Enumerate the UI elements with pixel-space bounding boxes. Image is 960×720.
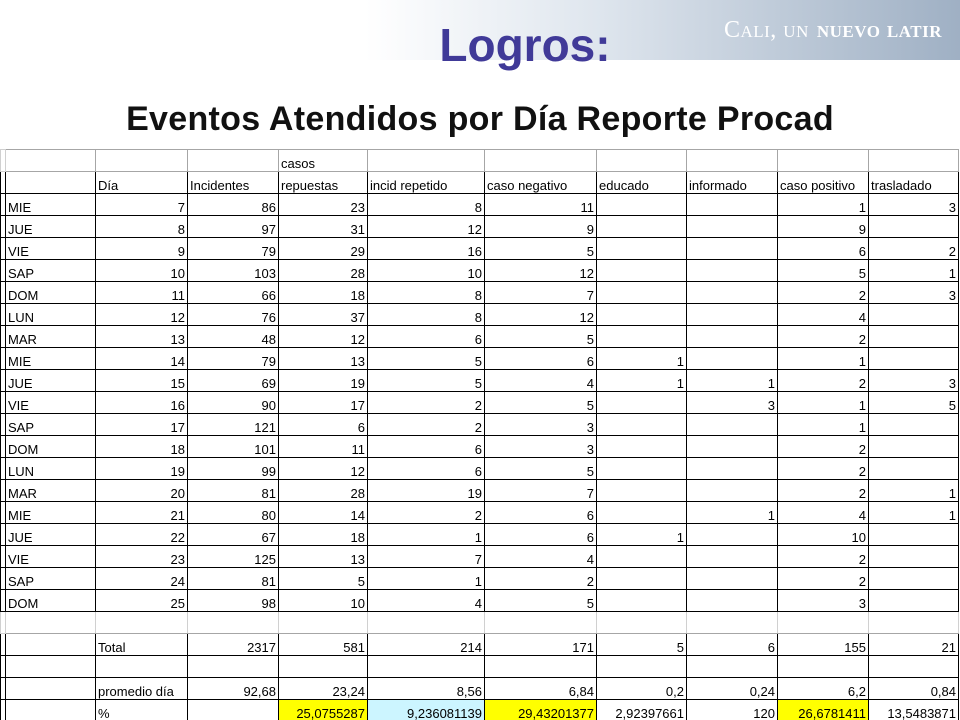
empty-cell[interactable] bbox=[687, 150, 778, 172]
total-row bbox=[1, 634, 959, 656]
table-cell[interactable] bbox=[597, 546, 687, 568]
table-row bbox=[1, 282, 959, 304]
blank-row bbox=[1, 656, 959, 678]
table-cell[interactable]: 2 bbox=[778, 282, 869, 304]
empty-cell[interactable] bbox=[368, 656, 485, 678]
table-cell[interactable]: 37 bbox=[279, 304, 368, 326]
table-cell[interactable]: 5 bbox=[368, 370, 485, 392]
table-cell[interactable]: 13 bbox=[279, 546, 368, 568]
table-cell[interactable]: 7 bbox=[96, 194, 188, 216]
table-cell[interactable]: 7 bbox=[485, 480, 597, 502]
table-cell[interactable]: 2 bbox=[368, 414, 485, 436]
table-cell[interactable] bbox=[869, 216, 959, 238]
table-cell[interactable]: 5 bbox=[485, 326, 597, 348]
table-row bbox=[1, 238, 959, 260]
empty-cell[interactable] bbox=[96, 612, 188, 634]
table-row bbox=[1, 348, 959, 370]
table-cell[interactable]: 28 bbox=[279, 480, 368, 502]
percent-value[interactable]: 13,5483871 bbox=[869, 700, 959, 720]
table-cell[interactable] bbox=[597, 568, 687, 590]
table-cell[interactable]: 9 bbox=[485, 216, 597, 238]
table-cell[interactable]: 8 bbox=[368, 304, 485, 326]
column-header[interactable]: Día bbox=[96, 172, 188, 194]
table-row bbox=[1, 590, 959, 612]
weekday-cell[interactable]: MAR bbox=[6, 480, 96, 502]
table-cell[interactable] bbox=[687, 524, 778, 546]
promedio-value[interactable]: 0,24 bbox=[687, 678, 778, 700]
table-cell[interactable]: 28 bbox=[279, 260, 368, 282]
table-cell[interactable] bbox=[687, 436, 778, 458]
weekday-cell[interactable]: MAR bbox=[6, 326, 96, 348]
table-cell[interactable]: 5 bbox=[869, 392, 959, 414]
table-row bbox=[1, 326, 959, 348]
table-cell[interactable]: 19 bbox=[279, 370, 368, 392]
column-header[interactable]: incid repetido bbox=[368, 172, 485, 194]
weekday-cell[interactable]: LUN bbox=[6, 304, 96, 326]
table-cell[interactable]: 6 bbox=[485, 524, 597, 546]
table-cell[interactable]: 1 bbox=[778, 392, 869, 414]
table-cell[interactable]: 1 bbox=[778, 414, 869, 436]
table-cell[interactable] bbox=[869, 436, 959, 458]
table-cell[interactable]: 1 bbox=[869, 480, 959, 502]
empty-cell[interactable] bbox=[188, 150, 279, 172]
table-row bbox=[1, 260, 959, 282]
table-row bbox=[1, 502, 959, 524]
total-value[interactable]: 2317 bbox=[188, 634, 279, 656]
column-header[interactable]: Incidentes bbox=[188, 172, 279, 194]
table-cell[interactable]: 19 bbox=[96, 458, 188, 480]
table-cell[interactable] bbox=[687, 480, 778, 502]
percent-row bbox=[1, 700, 959, 720]
empty-cell[interactable] bbox=[6, 150, 96, 172]
table-cell[interactable] bbox=[597, 326, 687, 348]
weekday-cell[interactable]: MIE bbox=[6, 194, 96, 216]
table-cell[interactable]: 18 bbox=[279, 524, 368, 546]
empty-cell[interactable] bbox=[188, 656, 279, 678]
table-cell[interactable]: 6 bbox=[368, 458, 485, 480]
table-cell[interactable]: 97 bbox=[188, 216, 279, 238]
table-cell[interactable]: 10 bbox=[279, 590, 368, 612]
table-cell[interactable] bbox=[687, 238, 778, 260]
weekday-cell[interactable]: DOM bbox=[6, 590, 96, 612]
table-cell[interactable] bbox=[869, 458, 959, 480]
table-row bbox=[1, 304, 959, 326]
empty-cell[interactable] bbox=[279, 656, 368, 678]
table-cell[interactable]: 2 bbox=[778, 436, 869, 458]
empty-cell[interactable] bbox=[778, 150, 869, 172]
weekday-cell[interactable]: JUE bbox=[6, 216, 96, 238]
table-cell[interactable] bbox=[597, 502, 687, 524]
empty-cell[interactable] bbox=[597, 612, 687, 634]
table-cell[interactable]: 5 bbox=[485, 238, 597, 260]
table-cell[interactable] bbox=[597, 392, 687, 414]
table-cell[interactable]: 4 bbox=[368, 590, 485, 612]
empty-cell[interactable] bbox=[368, 612, 485, 634]
empty-cell[interactable] bbox=[6, 172, 96, 194]
empty-cell[interactable] bbox=[188, 612, 279, 634]
empty-cell[interactable] bbox=[6, 678, 96, 700]
table-cell[interactable]: 1 bbox=[597, 370, 687, 392]
empty-cell[interactable] bbox=[368, 150, 485, 172]
table-cell[interactable]: 2 bbox=[778, 326, 869, 348]
table-cell[interactable]: 79 bbox=[188, 348, 279, 370]
table-cell[interactable]: 6 bbox=[778, 238, 869, 260]
weekday-cell[interactable]: SAP bbox=[6, 260, 96, 282]
table-cell[interactable]: 1 bbox=[687, 502, 778, 524]
table-cell[interactable] bbox=[597, 590, 687, 612]
promedio-row bbox=[1, 678, 959, 700]
empty-cell[interactable] bbox=[597, 656, 687, 678]
table-cell[interactable]: 17 bbox=[279, 392, 368, 414]
table-cell[interactable]: 3 bbox=[869, 194, 959, 216]
table-cell[interactable]: 101 bbox=[188, 436, 279, 458]
table-cell[interactable]: 3 bbox=[485, 414, 597, 436]
table-cell[interactable]: 86 bbox=[188, 194, 279, 216]
table-cell[interactable]: 12 bbox=[279, 326, 368, 348]
table-cell[interactable] bbox=[687, 326, 778, 348]
table-cell[interactable] bbox=[597, 260, 687, 282]
header-row-top bbox=[1, 150, 959, 172]
table-cell[interactable]: 8 bbox=[368, 282, 485, 304]
promedio-label[interactable]: promedio día bbox=[96, 678, 188, 700]
table-cell[interactable]: 9 bbox=[778, 216, 869, 238]
table-cell[interactable]: 5 bbox=[279, 568, 368, 590]
header-row bbox=[1, 172, 959, 194]
table-cell[interactable] bbox=[869, 590, 959, 612]
percent-value[interactable]: 9,236081139 bbox=[368, 700, 485, 720]
total-label[interactable]: Total bbox=[96, 634, 188, 656]
table-cell[interactable]: 7 bbox=[368, 546, 485, 568]
table-cell[interactable]: 1 bbox=[597, 348, 687, 370]
table-cell[interactable]: 6 bbox=[368, 326, 485, 348]
table-cell[interactable]: 18 bbox=[279, 282, 368, 304]
table-cell[interactable]: 6 bbox=[485, 348, 597, 370]
table-row bbox=[1, 414, 959, 436]
table-cell[interactable]: 5 bbox=[778, 260, 869, 282]
table-cell[interactable]: 66 bbox=[188, 282, 279, 304]
table-cell[interactable]: 22 bbox=[96, 524, 188, 546]
table-cell[interactable] bbox=[687, 304, 778, 326]
promedio-value[interactable]: 6,84 bbox=[485, 678, 597, 700]
empty-cell[interactable] bbox=[6, 612, 96, 634]
promedio-value[interactable]: 0,2 bbox=[597, 678, 687, 700]
table-cell[interactable]: 98 bbox=[188, 590, 279, 612]
total-value[interactable]: 171 bbox=[485, 634, 597, 656]
table-cell[interactable] bbox=[869, 546, 959, 568]
weekday-cell[interactable]: JUE bbox=[6, 370, 96, 392]
spacer-row bbox=[1, 612, 959, 634]
table-cell[interactable]: 2 bbox=[778, 370, 869, 392]
table-cell[interactable]: 18 bbox=[96, 436, 188, 458]
empty-cell[interactable] bbox=[279, 612, 368, 634]
table-cell[interactable]: 31 bbox=[279, 216, 368, 238]
table-cell[interactable]: 12 bbox=[368, 216, 485, 238]
table-cell[interactable]: 81 bbox=[188, 480, 279, 502]
brand-text-cali: Cali, un bbox=[723, 16, 809, 43]
table-cell[interactable] bbox=[869, 304, 959, 326]
table-cell[interactable]: 20 bbox=[96, 480, 188, 502]
table-row bbox=[1, 458, 959, 480]
table-row bbox=[1, 480, 959, 502]
table-cell[interactable]: 16 bbox=[96, 392, 188, 414]
table-cell[interactable]: 76 bbox=[188, 304, 279, 326]
table-cell[interactable] bbox=[869, 348, 959, 370]
table-cell[interactable]: 5 bbox=[368, 348, 485, 370]
table-cell[interactable]: 1 bbox=[368, 568, 485, 590]
table-cell[interactable]: 3 bbox=[778, 590, 869, 612]
empty-cell[interactable] bbox=[96, 656, 188, 678]
promedio-value[interactable]: 8,56 bbox=[368, 678, 485, 700]
table-cell[interactable] bbox=[687, 414, 778, 436]
table-cell[interactable]: 1 bbox=[368, 524, 485, 546]
column-header[interactable]: trasladado bbox=[869, 172, 959, 194]
percent-value[interactable]: 25,0755287 bbox=[279, 700, 368, 720]
table-cell[interactable] bbox=[687, 282, 778, 304]
table-row bbox=[1, 392, 959, 414]
table-cell[interactable] bbox=[597, 436, 687, 458]
weekday-cell[interactable]: MIE bbox=[6, 348, 96, 370]
table-cell[interactable]: 11 bbox=[96, 282, 188, 304]
empty-cell[interactable] bbox=[188, 700, 279, 720]
table-cell[interactable]: 4 bbox=[485, 546, 597, 568]
percent-value[interactable]: 29,43201377 bbox=[485, 700, 597, 720]
table-cell[interactable]: 17 bbox=[96, 414, 188, 436]
weekday-cell[interactable]: JUE bbox=[6, 524, 96, 546]
table-cell[interactable] bbox=[869, 326, 959, 348]
table-cell[interactable]: 12 bbox=[279, 458, 368, 480]
total-value[interactable]: 214 bbox=[368, 634, 485, 656]
table-cell[interactable]: 79 bbox=[188, 238, 279, 260]
table-cell[interactable]: 2 bbox=[778, 568, 869, 590]
table-cell[interactable]: 67 bbox=[188, 524, 279, 546]
table-cell[interactable]: 4 bbox=[485, 370, 597, 392]
table-cell[interactable] bbox=[869, 568, 959, 590]
table-cell[interactable]: 12 bbox=[485, 260, 597, 282]
table-cell[interactable]: 10 bbox=[368, 260, 485, 282]
table-cell[interactable]: 1 bbox=[869, 502, 959, 524]
table-cell[interactable]: 2 bbox=[778, 480, 869, 502]
empty-cell[interactable] bbox=[869, 150, 959, 172]
table-cell[interactable]: 12 bbox=[96, 304, 188, 326]
weekday-cell[interactable]: DOM bbox=[6, 282, 96, 304]
table-cell[interactable]: 16 bbox=[368, 238, 485, 260]
empty-cell[interactable] bbox=[485, 656, 597, 678]
table-cell[interactable]: 4 bbox=[778, 304, 869, 326]
header-casos-cell[interactable]: casos bbox=[279, 150, 368, 172]
table-cell[interactable] bbox=[597, 238, 687, 260]
table-cell[interactable]: 3 bbox=[869, 282, 959, 304]
table-row bbox=[1, 568, 959, 590]
table-cell[interactable] bbox=[687, 260, 778, 282]
table-cell[interactable]: 2 bbox=[778, 546, 869, 568]
column-header[interactable]: caso negativo bbox=[485, 172, 597, 194]
empty-cell[interactable] bbox=[597, 150, 687, 172]
weekday-cell[interactable]: MIE bbox=[6, 502, 96, 524]
table-cell[interactable]: 6 bbox=[485, 502, 597, 524]
total-value[interactable]: 21 bbox=[869, 634, 959, 656]
total-value[interactable]: 5 bbox=[597, 634, 687, 656]
table-cell[interactable] bbox=[687, 194, 778, 216]
table-cell[interactable] bbox=[687, 590, 778, 612]
table-cell[interactable] bbox=[687, 216, 778, 238]
percent-value[interactable]: 2,92397661 bbox=[597, 700, 687, 720]
table-cell[interactable]: 125 bbox=[188, 546, 279, 568]
weekday-cell[interactable]: SAP bbox=[6, 414, 96, 436]
table-cell[interactable] bbox=[869, 414, 959, 436]
table-row bbox=[1, 216, 959, 238]
weekday-cell[interactable]: DOM bbox=[6, 436, 96, 458]
table-cell[interactable]: 12 bbox=[485, 304, 597, 326]
table-row bbox=[1, 370, 959, 392]
table-cell[interactable] bbox=[597, 282, 687, 304]
table-cell[interactable] bbox=[687, 458, 778, 480]
empty-cell[interactable] bbox=[96, 150, 188, 172]
table-cell[interactable]: 1 bbox=[687, 370, 778, 392]
table-cell[interactable] bbox=[869, 524, 959, 546]
promedio-value[interactable]: 23,24 bbox=[279, 678, 368, 700]
table-cell[interactable]: 7 bbox=[485, 282, 597, 304]
table-cell[interactable]: 90 bbox=[188, 392, 279, 414]
empty-cell[interactable] bbox=[778, 656, 869, 678]
table-cell[interactable]: 103 bbox=[188, 260, 279, 282]
table-cell[interactable]: 8 bbox=[368, 194, 485, 216]
total-value[interactable]: 155 bbox=[778, 634, 869, 656]
table-cell[interactable] bbox=[597, 458, 687, 480]
empty-cell[interactable] bbox=[778, 612, 869, 634]
table-cell[interactable]: 1 bbox=[597, 524, 687, 546]
table-cell[interactable]: 14 bbox=[96, 348, 188, 370]
table-cell[interactable] bbox=[597, 216, 687, 238]
column-header[interactable]: informado bbox=[687, 172, 778, 194]
table-cell[interactable]: 5 bbox=[485, 392, 597, 414]
table-cell[interactable] bbox=[597, 194, 687, 216]
percent-value[interactable]: 26,6781411 bbox=[778, 700, 869, 720]
table-cell[interactable]: 24 bbox=[96, 568, 188, 590]
column-header[interactable]: caso positivo bbox=[778, 172, 869, 194]
table-cell[interactable]: 23 bbox=[96, 546, 188, 568]
table-cell[interactable]: 4 bbox=[778, 502, 869, 524]
column-header[interactable]: educado bbox=[597, 172, 687, 194]
table-cell[interactable]: 99 bbox=[188, 458, 279, 480]
empty-cell[interactable] bbox=[687, 656, 778, 678]
total-value[interactable]: 6 bbox=[687, 634, 778, 656]
table-cell[interactable]: 121 bbox=[188, 414, 279, 436]
table-cell[interactable] bbox=[687, 348, 778, 370]
table-cell[interactable]: 2 bbox=[869, 238, 959, 260]
spreadsheet-table bbox=[0, 149, 959, 720]
table-cell[interactable]: 14 bbox=[279, 502, 368, 524]
table-cell[interactable]: 19 bbox=[368, 480, 485, 502]
table-cell[interactable]: 11 bbox=[279, 436, 368, 458]
table-cell[interactable]: 69 bbox=[188, 370, 279, 392]
table-cell[interactable]: 2 bbox=[485, 568, 597, 590]
table-cell[interactable]: 11 bbox=[485, 194, 597, 216]
table-cell[interactable] bbox=[597, 480, 687, 502]
table-cell[interactable]: 6 bbox=[279, 414, 368, 436]
slide-title: Logros: bbox=[439, 19, 611, 71]
table-row bbox=[1, 524, 959, 546]
table-cell[interactable]: 21 bbox=[96, 502, 188, 524]
empty-cell[interactable] bbox=[485, 150, 597, 172]
table-cell[interactable]: 1 bbox=[869, 260, 959, 282]
table-cell[interactable]: 48 bbox=[188, 326, 279, 348]
brand-text-nuevo-latir: nuevo latir bbox=[816, 16, 942, 43]
table-cell[interactable]: 81 bbox=[188, 568, 279, 590]
promedio-value[interactable]: 92,68 bbox=[188, 678, 279, 700]
empty-cell[interactable] bbox=[687, 612, 778, 634]
table-row bbox=[1, 194, 959, 216]
weekday-cell[interactable]: VIE bbox=[6, 238, 96, 260]
weekday-cell[interactable]: LUN bbox=[6, 458, 96, 480]
table-cell[interactable]: 5 bbox=[485, 458, 597, 480]
table-cell[interactable]: 2 bbox=[778, 458, 869, 480]
table-cell[interactable] bbox=[597, 304, 687, 326]
table-cell[interactable]: 10 bbox=[96, 260, 188, 282]
slide-subtitle: Eventos Atendidos por Día Reporte Procad bbox=[126, 100, 834, 138]
table-cell[interactable] bbox=[687, 546, 778, 568]
table-cell[interactable]: 3 bbox=[869, 370, 959, 392]
table-cell[interactable]: 9 bbox=[96, 238, 188, 260]
table-cell[interactable]: 3 bbox=[687, 392, 778, 414]
table-cell[interactable]: 10 bbox=[778, 524, 869, 546]
table-cell[interactable]: 23 bbox=[279, 194, 368, 216]
weekday-cell[interactable]: VIE bbox=[6, 546, 96, 568]
promedio-value[interactable]: 0,84 bbox=[869, 678, 959, 700]
percent-value[interactable]: 120 bbox=[687, 700, 778, 720]
table-cell[interactable] bbox=[597, 414, 687, 436]
table-cell[interactable]: 13 bbox=[279, 348, 368, 370]
table-row bbox=[1, 436, 959, 458]
table-cell[interactable]: 8 bbox=[96, 216, 188, 238]
empty-cell[interactable] bbox=[869, 656, 959, 678]
table-cell[interactable]: 80 bbox=[188, 502, 279, 524]
table-cell[interactable]: 2 bbox=[368, 392, 485, 414]
table-row bbox=[1, 546, 959, 568]
empty-cell[interactable] bbox=[6, 700, 96, 720]
weekday-cell[interactable]: VIE bbox=[6, 392, 96, 414]
empty-cell[interactable] bbox=[869, 612, 959, 634]
table-cell[interactable]: 6 bbox=[368, 436, 485, 458]
percent-label[interactable]: % bbox=[96, 700, 188, 720]
table-cell[interactable] bbox=[687, 568, 778, 590]
column-header[interactable]: repuestas bbox=[279, 172, 368, 194]
promedio-value[interactable]: 6,2 bbox=[778, 678, 869, 700]
table-cell[interactable]: 2 bbox=[368, 502, 485, 524]
table-cell[interactable]: 1 bbox=[778, 194, 869, 216]
table-cell[interactable]: 25 bbox=[96, 590, 188, 612]
table-cell[interactable]: 5 bbox=[485, 590, 597, 612]
table-cell[interactable]: 1 bbox=[778, 348, 869, 370]
weekday-cell[interactable]: SAP bbox=[6, 568, 96, 590]
table-cell[interactable]: 13 bbox=[96, 326, 188, 348]
table-cell[interactable]: 15 bbox=[96, 370, 188, 392]
empty-cell[interactable] bbox=[485, 612, 597, 634]
empty-cell[interactable] bbox=[6, 656, 96, 678]
empty-cell[interactable] bbox=[6, 634, 96, 656]
table-cell[interactable]: 29 bbox=[279, 238, 368, 260]
table-cell[interactable]: 3 bbox=[485, 436, 597, 458]
total-value[interactable]: 581 bbox=[279, 634, 368, 656]
